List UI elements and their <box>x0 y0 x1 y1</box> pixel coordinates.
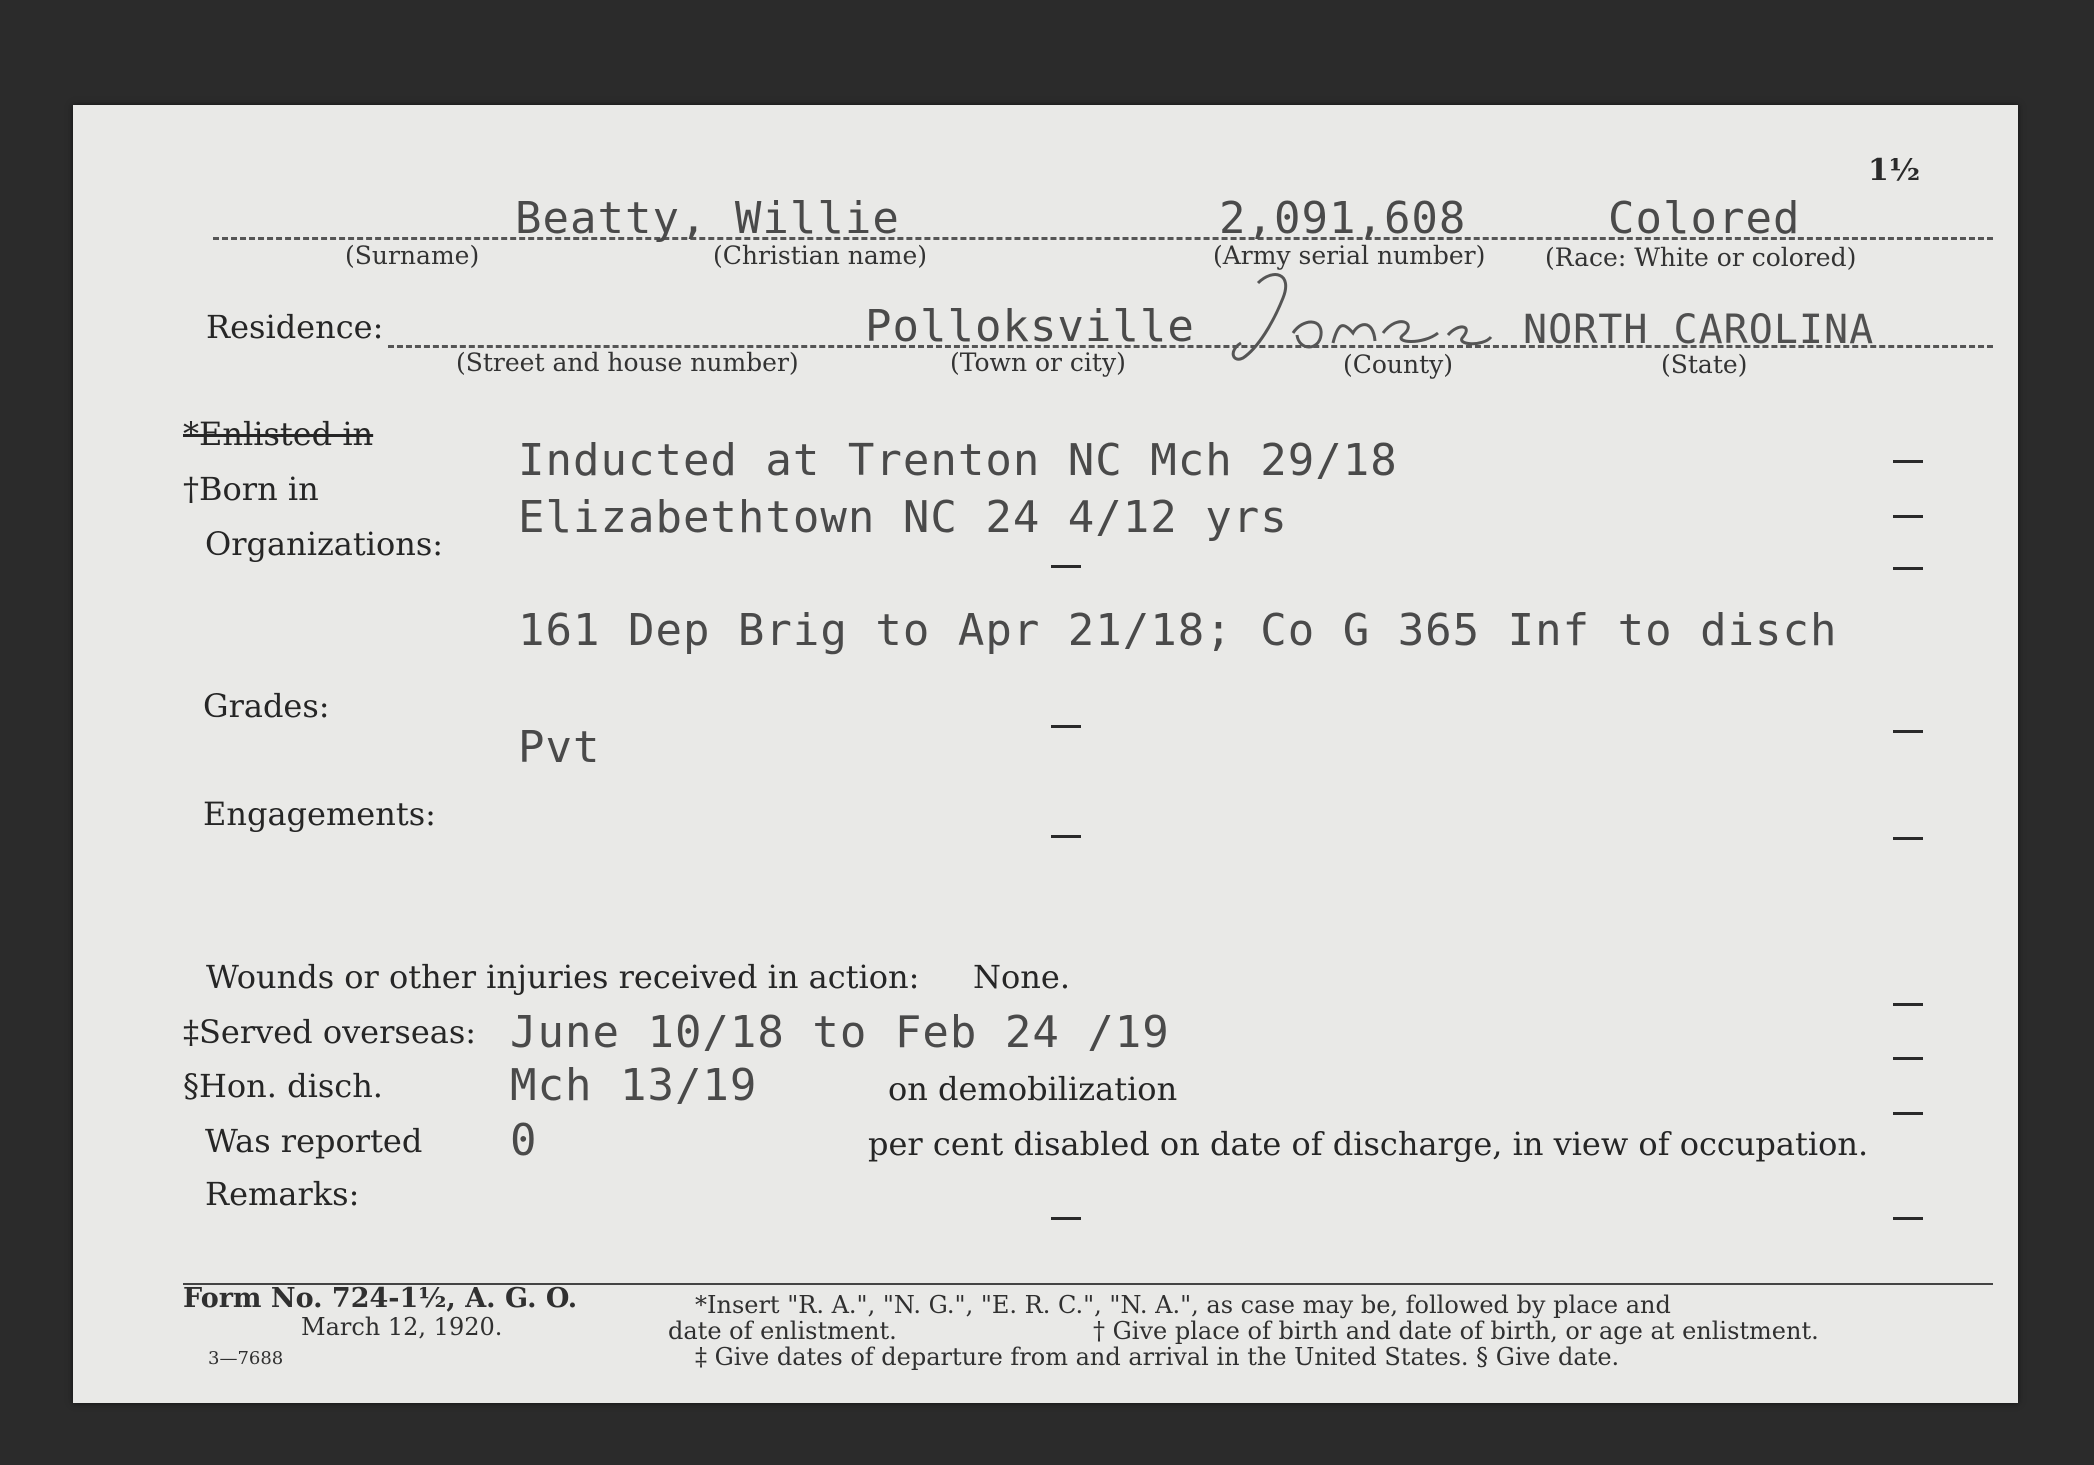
county-caption: (County) <box>1343 350 1454 379</box>
dash-mark <box>1893 1057 1923 1060</box>
form-number: Form No. 724-1½, A. G. O. <box>183 1283 578 1314</box>
surname-caption: (Surname) <box>345 241 480 270</box>
dash-mark <box>1893 730 1923 733</box>
dash-mark <box>1893 515 1923 518</box>
christian-name-caption: (Christian name) <box>713 241 928 270</box>
hon-disch-note: on demobilization <box>888 1070 1178 1108</box>
served-overseas-value: June 10/18 to Feb 24 /19 <box>510 1007 1170 1058</box>
street-caption: (Street and house number) <box>456 348 799 377</box>
town-caption: (Town or city) <box>950 348 1126 377</box>
hon-disch-date-value: Mch 13/19 <box>510 1060 758 1111</box>
wounds-label: Wounds or other injuries received in action: <box>206 958 920 996</box>
disabled-percent-value: 0 <box>510 1115 538 1166</box>
surname-christian-value: Beatty, Willie <box>515 193 900 244</box>
dash-mark <box>1893 460 1923 463</box>
footnote-line-1: *Insert "R. A.", "N. G.", "E. R. C.", "N. A.", as case may be, followed by place and <box>695 1291 1671 1319</box>
state-value: NORTH CAROLINA <box>1523 307 1875 353</box>
serial-caption: (Army serial number) <box>1213 241 1486 270</box>
town-value: Polloksville <box>865 301 1195 352</box>
print-code: 3—7688 <box>208 1348 284 1369</box>
grade-value: Pvt <box>518 722 601 773</box>
dash-mark <box>1051 835 1081 838</box>
residence-label: Residence: <box>206 308 384 346</box>
footnote-line-2a: date of enlistment. <box>668 1317 897 1345</box>
organizations-value: 161 Dep Brig to Apr 21/18; Co G 365 Inf to disch <box>518 605 1838 656</box>
race-caption: (Race: White or colored) <box>1545 243 1857 272</box>
disabled-text: per cent disabled on date of discharge, in view of occupation. <box>868 1125 1869 1163</box>
organizations-label: Organizations: <box>205 525 444 563</box>
dash-mark <box>1893 1003 1923 1006</box>
was-reported-label: Was reported <box>205 1122 423 1160</box>
dash-mark <box>1893 1112 1923 1115</box>
form-date: March 12, 1920. <box>301 1313 503 1341</box>
grades-label: Grades: <box>203 687 330 725</box>
inducted-value: Inducted at Trenton NC Mch 29/18 <box>518 435 1398 486</box>
footnote-line-3: ‡ Give dates of departure from and arrival in the United States. § Give date. <box>695 1343 1620 1371</box>
born-label: †Born in <box>183 470 319 508</box>
born-value: Elizabethtown NC 24 4/12 yrs <box>518 492 1288 543</box>
engagements-label: Engagements: <box>203 795 436 833</box>
dash-mark <box>1051 1217 1081 1220</box>
remarks-label: Remarks: <box>205 1175 360 1213</box>
served-overseas-label: ‡Served overseas: <box>183 1013 477 1051</box>
enlisted-label: *Enlisted in <box>183 415 374 453</box>
hon-disch-label: §Hon. disch. <box>183 1067 383 1105</box>
footnote-line-2b: † Give place of birth and date of birth, or age at enlistment. <box>1093 1317 1819 1345</box>
serial-number-value: 2,091,608 <box>1219 193 1467 244</box>
dash-mark <box>1051 565 1081 568</box>
service-record-card <box>73 105 2018 1403</box>
dash-mark <box>1893 567 1923 570</box>
dash-mark <box>1893 1217 1923 1220</box>
state-caption: (State) <box>1661 350 1748 379</box>
corner-mark: 1½ <box>1868 153 1921 188</box>
race-value: Colored <box>1608 193 1801 244</box>
dash-mark <box>1893 837 1923 840</box>
wounds-value: None. <box>973 958 1070 996</box>
dash-mark <box>1051 725 1081 728</box>
